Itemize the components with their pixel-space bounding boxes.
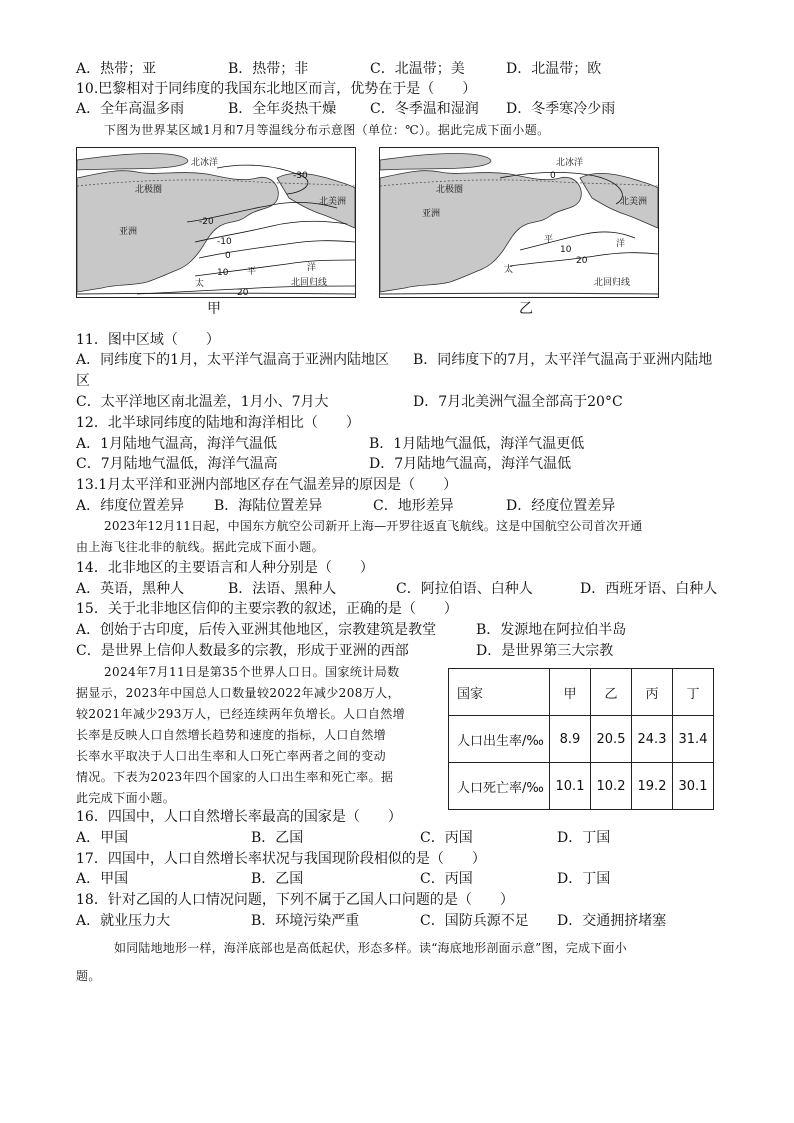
table-cell: 24.3 [632, 716, 673, 763]
jia-arctic-circle-label: 北极圈 [135, 185, 163, 195]
jia-isotherm-0: 0 [225, 251, 231, 261]
q13-option-c: C．地形差异 [373, 498, 454, 514]
pop-intro-line1: 2024年7月11日是第35个世界人口日。国家统计局数 [104, 665, 400, 679]
q18-option-c: C．国防兵源不足 [420, 913, 529, 929]
yi-north-america-label: 北美洲 [620, 197, 648, 207]
yi-pacific-3-label: 洋 [616, 239, 626, 249]
table-cell: 10.2 [591, 763, 632, 810]
jia-north-america-label: 北美洲 [319, 197, 347, 207]
q9-option-a: A．热带；亚 [76, 61, 157, 77]
yi-isotherm-10: 10 [560, 245, 572, 255]
pop-intro-line2: 据显示，2023年中国总人口数量较2022年减少208万人， [76, 686, 400, 700]
yi-asia-label: 亚洲 [422, 209, 441, 219]
table-header-cell: 乙 [591, 669, 632, 716]
q17-stem: 17．四国中，人口自然增长率状况与我国现阶段相似的是（ ） [76, 851, 486, 867]
table-cell: 人口死亡率/‰ [449, 763, 550, 810]
q16-option-c: C．丙国 [420, 830, 473, 846]
table-row [449, 716, 714, 763]
q13-stem: 13.1月太平洋和亚洲内部地区存在气温差异的原因是（ ） [76, 477, 458, 493]
q14-option-b: B．法语、黑种人 [228, 581, 337, 597]
table-header-cell: 丁 [673, 669, 714, 716]
yi-arctic-circle-label: 北极圈 [436, 185, 464, 195]
q10-stem: 10.巴黎相对于同纬度的我国东北地区而言，优势在于是（ ） [76, 81, 477, 97]
population-table [448, 668, 714, 810]
table-cell: 19.2 [632, 763, 673, 810]
q17-option-a: A．甲国 [76, 871, 129, 887]
pop-intro-line6: 情况。下表为2023年四个国家的人口出生率和死亡率。据 [76, 770, 394, 784]
route-intro-line2: 由上海飞往北非的航线。据此完成下面小题。 [76, 540, 325, 554]
seafloor-intro-line1: 如同陆地地形一样，海洋底部也是高低起伏，形态多样。读“海底地形剖面示意”图，完成下面小 [114, 941, 627, 955]
yi-pacific-1-label: 太 [504, 265, 514, 275]
q11-option-a: A．同纬度下的1月，太平洋气温高于亚洲内陆地区 [76, 352, 390, 368]
q18-option-b: B．环境污染严重 [251, 913, 360, 929]
q11-option-d: D．7月北美洲气温全部高于20°C [413, 394, 623, 410]
q9-option-d: D．北温带；欧 [506, 61, 602, 77]
q16-option-d: D．丁国 [557, 830, 611, 846]
q11-option-b: B．同纬度下的7月，太平洋气温高于亚洲内陆地 [413, 352, 713, 368]
q15-option-d: D．是世界第三大宗教 [476, 643, 614, 659]
q17-option-b: B．乙国 [251, 871, 304, 887]
q16-option-a: A．甲国 [76, 830, 129, 846]
q14-option-a: A．英语，黑种人 [76, 581, 185, 597]
jia-tropic-label: 北回归线 [291, 278, 328, 288]
table-header-cell: 国家 [449, 669, 550, 716]
map-jia-caption: 甲 [207, 301, 221, 317]
jia-asia-label: 亚洲 [119, 227, 138, 237]
table-header-row [449, 669, 714, 716]
q9-option-c: C．北温带；美 [370, 61, 465, 77]
table-cell: 31.4 [673, 716, 714, 763]
map-jia [76, 147, 356, 298]
table-header-cell: 丙 [632, 669, 673, 716]
pop-intro-line7: 此完成下面小题。 [76, 791, 176, 805]
jia-isotherm-m30: -30 [293, 171, 308, 181]
jia-isotherm-20: 20 [237, 288, 249, 297]
q12-option-d: D．7月陆地气温高，海洋气温低 [369, 456, 572, 472]
yi-arctic-ocean-label: 北冰洋 [556, 158, 584, 168]
jia-arctic-ocean-label: 北冰洋 [191, 158, 219, 168]
q18-stem: 18．针对乙国的人口情况问题，下列不属于乙国人口问题的是（ ） [76, 892, 514, 908]
q10-option-b: B．全年炎热干燥 [228, 101, 337, 117]
table-cell: 10.1 [550, 763, 591, 810]
q9-option-b: B．热带；非 [228, 61, 309, 77]
q10-option-d: D．冬季寒冷少雨 [506, 101, 616, 117]
q10-option-a: A．全年高温多雨 [76, 101, 185, 117]
q12-option-b: B．1月陆地气温低，海洋气温更低 [369, 436, 585, 452]
q13-option-d: D．经度位置差异 [506, 498, 616, 514]
q14-option-c: C．阿拉伯语、白种人 [396, 581, 533, 597]
map-jia-figure [77, 148, 355, 297]
pop-intro-line4: 长率是反映人口自然增长趋势和速度的指标，人口自然增 [76, 728, 387, 742]
route-intro-line1: 2023年12月11日起，中国东方航空公司新开上海—开罗往返直飞航线。这是中国航空公司首次开通 [104, 519, 643, 533]
q11-option-c: C．太平洋地区南北温差，1月小、7月大 [76, 394, 329, 410]
seafloor-intro-line2: 题。 [76, 969, 101, 983]
q12-option-a: A．1月陆地气温高，海洋气温低 [76, 436, 278, 452]
q13-option-a: A．纬度位置差异 [76, 498, 185, 514]
map-intro: 下图为世界某区域1月和7月等温线分布示意图（单位：℃）。据此完成下面小题。 [104, 123, 550, 137]
q15-stem: 15．关于北非地区信仰的主要宗教的叙述，正确的是（ ） [76, 601, 458, 617]
q12-stem: 12．北半球同纬度的陆地和海洋相比（ ） [76, 415, 360, 431]
map-yi [379, 147, 659, 298]
q15-option-a: A．创始于古印度，后传入亚洲其他地区，宗教建筑是教堂 [76, 622, 437, 638]
table-cell: 人口出生率/‰ [449, 716, 550, 763]
q15-option-c: C．是世界上信仰人数最多的宗教，形成于亚洲的西部 [76, 643, 409, 659]
q14-option-d: D．西班牙语、白种人 [580, 581, 718, 597]
q15-option-b: B．发源地在阿拉伯半岛 [476, 622, 627, 638]
map-yi-caption: 乙 [519, 301, 533, 317]
jia-isotherm-m20: -20 [199, 217, 214, 227]
q17-option-c: C．丙国 [420, 871, 473, 887]
q11-option-b-cont: 区 [76, 373, 90, 389]
table-row [449, 763, 714, 810]
pop-intro-line3: 较2021年减少293万人，已经连续两年负增长。人口自然增 [76, 707, 406, 721]
map-yi-figure [380, 148, 658, 297]
yi-isotherm-0: 0 [550, 171, 556, 181]
q17-option-d: D．丁国 [557, 871, 611, 887]
q11-stem: 11．图中区域（ ） [76, 332, 220, 348]
table-header-cell: 甲 [550, 669, 591, 716]
q16-stem: 16．四国中，人口自然增长率最高的国家是（ ） [76, 809, 402, 825]
q13-option-b: B．海陆位置差异 [214, 498, 323, 514]
q10-option-c: C．冬季温和湿润 [370, 101, 479, 117]
jia-pacific-2-label: 平 [247, 267, 257, 277]
pop-intro-line5: 长率水平取决于人口出生率和人口死亡率两者之间的变动 [76, 749, 387, 763]
table-cell: 8.9 [550, 716, 591, 763]
table-cell: 30.1 [673, 763, 714, 810]
yi-isotherm-20: 20 [576, 256, 588, 266]
jia-isotherm-10: 10 [217, 268, 229, 278]
q16-option-b: B．乙国 [251, 830, 304, 846]
jia-isotherm-m10: -10 [217, 237, 232, 247]
q18-option-d: D．交通拥挤堵塞 [557, 913, 667, 929]
jia-pacific-3-label: 洋 [307, 263, 317, 273]
q12-option-c: C．7月陆地气温低，海洋气温高 [76, 456, 278, 472]
q18-option-a: A．就业压力大 [76, 913, 171, 929]
jia-pacific-1-label: 太 [195, 279, 205, 289]
yi-pacific-2-label: 平 [544, 235, 554, 245]
table-cell: 20.5 [591, 716, 632, 763]
yi-tropic-label: 北回归线 [594, 278, 631, 288]
q14-stem: 14．北非地区的主要语言和人种分别是（ ） [76, 560, 374, 576]
